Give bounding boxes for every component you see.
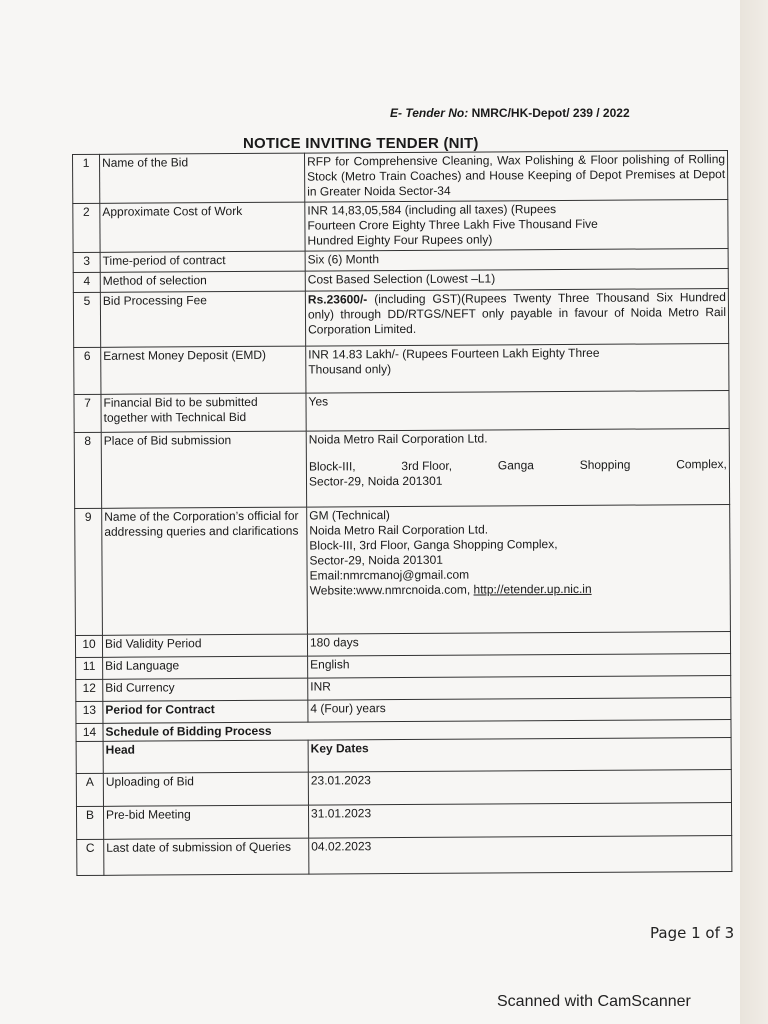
address-part: 3rd Floor, bbox=[401, 458, 453, 473]
table-row bbox=[73, 199, 728, 252]
fee-details: (including GST)(Rupees Twenty Three Thousand Six Hundred only) through DD/RTGS/NEFT only payable in favour of Noida Metro Rail Corporation Limited. bbox=[307, 290, 727, 337]
row-value: Cost Based Selection (Lowest –L1) bbox=[305, 268, 728, 291]
website-text: Website:www.nmrcnoida.com, bbox=[309, 582, 471, 598]
row-value bbox=[305, 199, 728, 251]
table-row bbox=[76, 802, 731, 839]
address-line-1: Noida Metro Rail Corporation Ltd. bbox=[308, 431, 488, 447]
table-row bbox=[73, 150, 728, 203]
page-number: Page 1 of 3 bbox=[650, 924, 735, 942]
row-number: C bbox=[77, 839, 104, 875]
row-value bbox=[305, 288, 728, 346]
address-part: Shopping bbox=[579, 457, 631, 472]
official-title: GM (Technical) bbox=[309, 508, 390, 523]
row-value: RFP for Comprehensive Cleaning, Wax Polishing & Floor polishing of Rolling Stock (Metro Train Coaches) and House Keeping of Depot Premises at Depot in Greater Noida Sector-34 bbox=[304, 150, 727, 202]
row-value: Yes bbox=[306, 390, 729, 431]
table-row bbox=[75, 504, 731, 635]
table-row bbox=[77, 835, 732, 875]
row-label: Bid Processing Fee bbox=[100, 291, 305, 347]
row-label: Pre-bid Meeting bbox=[103, 805, 308, 839]
row-label: Bid Currency bbox=[103, 678, 308, 701]
row-number: 6 bbox=[74, 347, 101, 394]
row-number bbox=[76, 741, 103, 773]
table-row bbox=[74, 428, 729, 508]
row-value: Six (6) Month bbox=[305, 248, 728, 271]
row-number: 8 bbox=[74, 432, 101, 508]
row-value bbox=[306, 343, 729, 393]
row-label bbox=[101, 393, 306, 432]
row-label: Approximate Cost of Work bbox=[100, 202, 305, 252]
row-value: 04.02.2023 bbox=[309, 835, 732, 874]
emd-line-2: Thousand only) bbox=[308, 362, 392, 377]
address-line-3: Sector-29, Noida 201301 bbox=[308, 473, 443, 489]
label-line-1: Financial Bid to be submitted bbox=[103, 394, 258, 410]
row-value bbox=[307, 504, 731, 634]
row-value: 4 (Four) years bbox=[308, 697, 731, 722]
row-label: Bid Validity Period bbox=[102, 634, 307, 657]
row-number: 11 bbox=[76, 657, 103, 679]
section-label: Schedule of Bidding Process bbox=[103, 719, 731, 741]
row-number: 5 bbox=[73, 292, 100, 347]
scanner-watermark: Scanned with CamScanner bbox=[497, 993, 691, 1010]
official-org: Noida Metro Rail Corporation Ltd. bbox=[309, 522, 489, 538]
table-row bbox=[74, 390, 729, 432]
row-number: 13 bbox=[76, 701, 103, 723]
table-row bbox=[76, 737, 731, 773]
tender-label: E- Tender No: bbox=[390, 106, 469, 120]
tender-number bbox=[390, 106, 630, 120]
row-value: 23.01.2023 bbox=[308, 769, 731, 805]
row-label: Name of the Corporation’s official for addressing queries and clarifications bbox=[102, 507, 308, 635]
page-edge bbox=[740, 0, 768, 1024]
row-number: 7 bbox=[74, 394, 101, 432]
cost-line-2: Fourteen Crore Eighty Three Lakh Five Thousand Five bbox=[307, 216, 598, 233]
tender-number-value: NMRC/HK-Depot/ 239 / 2022 bbox=[471, 106, 630, 120]
row-number: 2 bbox=[73, 203, 100, 252]
address-part: Complex, bbox=[676, 457, 727, 472]
row-label: Earnest Money Deposit (EMD) bbox=[101, 346, 306, 394]
cost-line-1: INR 14,83,05,584 (including all taxes) (Rupees bbox=[307, 202, 557, 218]
nit-table bbox=[72, 150, 732, 876]
row-label: Uploading of Bid bbox=[103, 772, 308, 806]
official-address-2: Sector-29, Noida 201301 bbox=[309, 552, 443, 568]
cost-line-3: Hundred Eighty Four Rupees only) bbox=[307, 232, 493, 248]
official-address-1: Block-III, 3rd Floor, Ganga Shopping Complex, bbox=[309, 537, 558, 553]
row-number: 9 bbox=[75, 508, 103, 635]
label-line-2: together with Technical Bid bbox=[103, 409, 247, 425]
row-value: 31.01.2023 bbox=[308, 802, 731, 838]
row-label: Time-period of contract bbox=[100, 251, 305, 272]
row-label: Last date of submission of Queries bbox=[104, 838, 309, 875]
row-value: INR bbox=[308, 675, 731, 700]
row-number: A bbox=[76, 773, 103, 806]
table-row bbox=[73, 288, 728, 347]
row-number: B bbox=[76, 806, 103, 839]
table-row bbox=[74, 343, 729, 394]
row-number: 12 bbox=[76, 679, 103, 701]
table-row bbox=[76, 769, 731, 806]
column-header-head: Head bbox=[103, 740, 308, 773]
row-number: 14 bbox=[76, 723, 103, 741]
row-number: 3 bbox=[73, 252, 100, 272]
official-websites bbox=[310, 581, 728, 599]
row-label: Bid Language bbox=[103, 656, 308, 679]
column-header-key-dates: Key Dates bbox=[308, 737, 731, 772]
address-part: Block-III, bbox=[308, 459, 356, 474]
etender-link[interactable]: http://etender.up.nic.in bbox=[473, 581, 592, 597]
row-number: 4 bbox=[73, 272, 100, 292]
row-number: 1 bbox=[73, 154, 100, 203]
row-number: 10 bbox=[75, 635, 102, 657]
emd-line-1: INR 14.83 Lakh/- (Rupees Fourteen Lakh Eighty Three bbox=[308, 345, 600, 362]
official-email: Email:nmrcmanoj@gmail.com bbox=[309, 567, 470, 583]
address-part: Ganga bbox=[497, 458, 534, 473]
document-title: NOTICE INVITING TENDER (NIT) bbox=[243, 135, 479, 152]
row-label: Method of selection bbox=[100, 271, 305, 292]
row-value: English bbox=[308, 653, 731, 678]
row-value: 180 days bbox=[307, 631, 730, 656]
row-label: Place of Bid submission bbox=[101, 431, 306, 508]
fee-amount: Rs.23600/- bbox=[307, 292, 368, 307]
row-value bbox=[306, 428, 729, 507]
row-label: Name of the Bid bbox=[100, 153, 305, 203]
row-label: Period for Contract bbox=[103, 700, 308, 723]
